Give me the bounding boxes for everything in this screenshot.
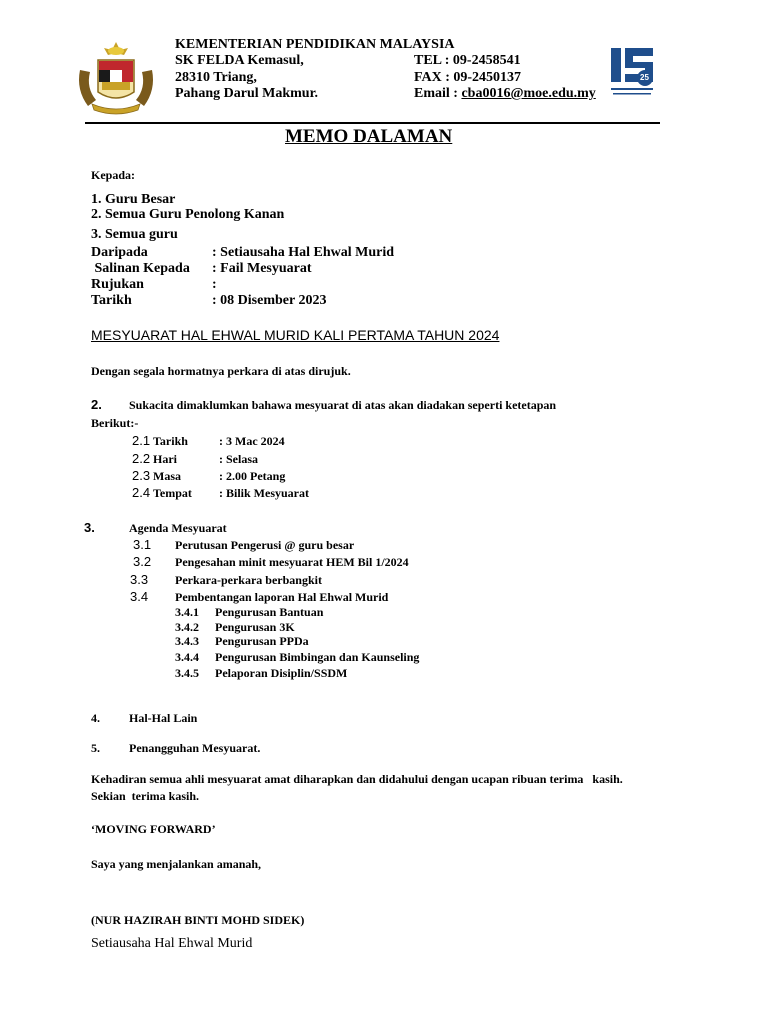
agenda-3-1-number: 3.1	[133, 537, 152, 552]
address-line-1: SK FELDA Kemasul,	[175, 53, 304, 68]
meta-value-rujukan: :	[212, 277, 217, 292]
agenda-3-2-number: 3.2	[133, 554, 152, 569]
item-2-4-label: Tempat	[153, 486, 192, 500]
agenda-3-4-1-number: 3.4.1	[175, 605, 199, 619]
item-2-1-label: Tarikh	[153, 434, 188, 448]
address-line-3: Pahang Darul Makmur.	[175, 86, 319, 101]
item-2-4-value: : Bilik Mesyuarat	[219, 486, 309, 500]
item-2-2-label: Hari	[153, 452, 177, 466]
agenda-3-4-4-text: Pengurusan Bimbingan dan Kaunseling	[215, 650, 420, 664]
recipient-2: 2. Semua Guru Penolong Kanan	[91, 207, 285, 222]
agenda-3-4-5-number: 3.4.5	[175, 666, 199, 680]
section-5-text: Penangguhan Mesyuarat.	[129, 741, 261, 755]
agenda-3-4-4-number: 3.4.4	[175, 650, 199, 664]
item-2-1-value: : 3 Mac 2024	[219, 434, 285, 448]
school-anniversary-logo	[607, 44, 657, 100]
meta-label-salinan: Salinan Kepada	[91, 261, 190, 276]
email-label: Email :	[414, 86, 462, 101]
recipient-1: 1. Guru Besar	[91, 192, 176, 207]
fax-line: FAX : 09-2450137	[414, 70, 522, 85]
opening-line: Dengan segala hormatnya perkara di atas dirujuk.	[91, 364, 351, 378]
agenda-3-1-text: Perutusan Pengerusi @ guru besar	[175, 538, 355, 552]
meta-value-daripada: : Setiausaha Hal Ehwal Murid	[212, 245, 395, 260]
closing-line-1: Kehadiran semua ahli mesyuarat amat diharapkan dan didahului dengan ucapan ribuan terima kasih.	[91, 772, 623, 786]
motto: ‘MOVING FORWARD’	[91, 822, 216, 836]
item-2-2-value: : Selasa	[219, 452, 258, 466]
agenda-3-4-2-number: 3.4.2	[175, 620, 199, 634]
meta-value-tarikh: : 08 Disember 2023	[212, 293, 327, 308]
item-2-4-number: 2.4	[132, 485, 151, 500]
section-2-cont: Berikut:-	[91, 416, 139, 430]
agenda-3-4-number: 3.4	[130, 589, 149, 604]
header-divider	[85, 122, 660, 124]
email-link[interactable]: cba0016@moe.edu.my	[461, 86, 596, 101]
meta-label-tarikh: Tarikh	[91, 293, 132, 308]
email-line	[414, 86, 596, 102]
agenda-3-3-text: Perkara-perkara berbangkit	[175, 573, 322, 587]
meta-label-daripada: Daripada	[91, 245, 148, 260]
malaysia-crest-logo	[72, 40, 160, 116]
signer-title: Setiausaha Hal Ehwal Murid	[91, 936, 253, 951]
agenda-3-4-text: Pembentangan laporan Hal Ehwal Murid	[175, 590, 389, 604]
agenda-3-4-1-text: Pengurusan Bantuan	[215, 605, 324, 619]
section-3-title: Agenda Mesyuarat	[129, 521, 227, 535]
agenda-3-3-number: 3.3	[130, 572, 149, 587]
logo-number: 25	[640, 73, 649, 82]
section-2-text: Sukacita dimaklumkan bahawa mesyuarat di atas akan diadakan seperti ketetapan	[129, 398, 557, 412]
meta-label-rujukan: Rujukan	[91, 277, 144, 292]
memo-title: MEMO DALAMAN	[285, 126, 453, 147]
signoff: Saya yang menjalankan amanah,	[91, 857, 262, 871]
section-4-number: 4.	[91, 711, 100, 725]
tel-line: TEL : 09-2458541	[414, 53, 521, 68]
section-5-number: 5.	[91, 741, 100, 755]
memo-subject: MESYUARAT HAL EHWAL MURID KALI PERTAMA TAHUN 2024	[91, 327, 500, 343]
item-2-2-number: 2.2	[132, 451, 151, 466]
agenda-3-4-3-number: 3.4.3	[175, 634, 199, 648]
section-2-number: 2.	[91, 397, 102, 412]
address-line-2: 28310 Triang,	[175, 70, 257, 85]
agenda-3-4-2-text: Pengurusan 3K	[215, 620, 295, 634]
agenda-3-4-5-text: Pelaporan Disiplin/SSDM	[215, 666, 348, 680]
item-2-3-number: 2.3	[132, 468, 151, 483]
agenda-3-2-text: Pengesahan minit mesyuarat HEM Bil 1/2024	[175, 555, 409, 569]
meta-value-salinan: : Fail Mesyuarat	[212, 261, 312, 276]
item-2-3-label: Masa	[153, 469, 181, 483]
ministry-name: KEMENTERIAN PENDIDIKAN MALAYSIA	[175, 37, 455, 52]
item-2-1-number: 2.1	[132, 433, 151, 448]
agenda-3-4-3-text: Pengurusan PPDa	[215, 634, 309, 648]
signer-name: (NUR HAZIRAH BINTI MOHD SIDEK)	[91, 913, 305, 927]
section-4-text: Hal-Hal Lain	[129, 711, 198, 725]
kepada-label: Kepada:	[91, 168, 136, 182]
section-3-number: 3.	[84, 520, 95, 535]
recipient-3: 3. Semua guru	[91, 227, 178, 242]
closing-line-2: Sekian terima kasih.	[91, 789, 200, 803]
item-2-3-value: : 2.00 Petang	[219, 469, 286, 483]
